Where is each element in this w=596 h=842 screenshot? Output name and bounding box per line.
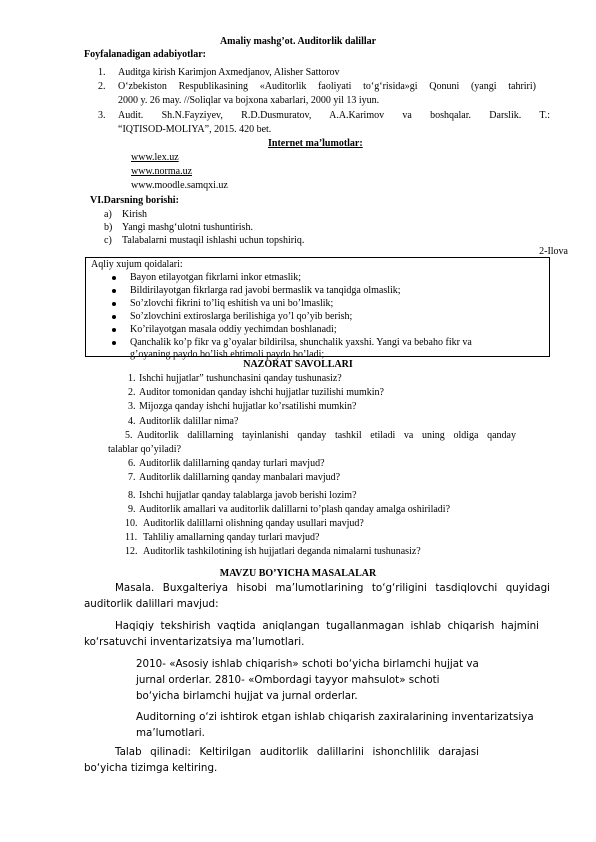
literature-num-1: 1. [98, 67, 106, 78]
rules-heading: Aqliy xujum qoidalari: [91, 259, 183, 270]
question-num-11: 11. [125, 532, 138, 543]
question-num-9: 9. [128, 504, 136, 515]
rule-item-3: So’zlovchi fikrini to’liq eshitish va uni bo’lmaslik; [130, 298, 334, 309]
problem-p3-line-2: jurnal orderlar. 2810- «Ombordagi tayyor mahsulot» schoti [136, 674, 440, 686]
question-num-5: 5. [125, 430, 133, 441]
question-num-8: 8. [128, 490, 136, 501]
question-3: Mijozga qanday ishchi hujjatlar ko’rsatilishi mumkin? [139, 401, 357, 412]
lesson-step-b: Yangi mashg‘ulotni tushuntirish. [122, 222, 253, 233]
question-num-6: 6. [128, 458, 136, 469]
bullet-icon [112, 341, 116, 345]
link-lex[interactable]: www.lex.uz [131, 152, 179, 163]
problem-p2-line-1: Haqiqiy tekshirish vaqtida aniqlangan tugallanmagan ishlab chiqarish hajmini [115, 620, 539, 632]
lesson-step-label-c: c) [104, 235, 112, 246]
problem-p1-line-1: Masala. Buxgalteriya hisobi ma’lumotlarining to‘g‘riligini tasdiqlovchi quyidagi [115, 582, 550, 594]
lesson-step-c: Talabalarni mustaqil ishlashi uchun topshiriq. [122, 235, 305, 246]
question-9: Auditorlik amallari va auditorlik dalillarni to’plash qanday amalga oshiriladi? [139, 504, 451, 515]
question-num-1: 1. [128, 373, 136, 384]
appendix-label: 2-Ilova [539, 246, 568, 257]
literature-num-3: 3. [98, 110, 106, 121]
question-num-3: 3. [128, 401, 136, 412]
bullet-icon [112, 276, 116, 280]
lesson-heading: VI.Darsning borishi: [90, 195, 179, 206]
literature-num-2: 2. [98, 81, 106, 92]
question-12: Auditorlik tashkilotining ish hujjatlari deganda nimalarni tushunasiz? [143, 546, 421, 557]
literature-item-2-line-2: 2000 y. 26 may. //Soliqlar va bojxona xabarlari, 2000 yil 13 iyun. [118, 95, 380, 106]
problem-p1-line-2: auditorlik dalillari mavjud: [84, 598, 219, 610]
question-7: Auditorlik dalillarning qanday manbalari mavjud? [139, 472, 341, 483]
lesson-step-a: Kirish [122, 209, 147, 220]
rule-item-5: Ko’rilayotgan masala oddiy yechimdan boshlanadi; [130, 324, 337, 335]
problem-p3-line-3: bo‘yicha birlamchi hujjat va jurnal orderlar. [136, 690, 358, 702]
literature-heading: Foyfalanadigan adabiyotlar: [84, 49, 206, 60]
question-num-10: 10. [125, 518, 138, 529]
literature-item-1: Auditga kirish Karimjon Axmedjanov, Alisher Sattorov [118, 67, 340, 78]
lesson-step-label-a: a) [104, 209, 112, 220]
question-num-2: 2. [128, 387, 136, 398]
question-10: Auditorlik dalillarni olishning qanday usullari mavjud? [143, 518, 364, 529]
problem-p3-line-1: 2010- «Asosiy ishlab chiqarish» schoti bo‘yicha birlamchi hujjat va [136, 658, 479, 670]
bullet-icon [112, 302, 116, 306]
question-6: Auditorlik dalillarning qanday turlari mavjud? [139, 458, 325, 469]
question-num-4: 4. [128, 416, 136, 427]
question-1: Ishchi hujjatlar” tushunchasini qanday tushunasiz? [139, 373, 342, 384]
question-5-line-1: Auditorlik dalillarning tayinlanishi qanday tashkil etiladi va uning oldiga qanday [137, 430, 516, 441]
lesson-step-label-b: b) [104, 222, 113, 233]
question-2: Auditor tomonidan qanday ishchi hujjatlar tuzilishi mumkin? [139, 387, 384, 398]
rule-item-4: So’zlovchini extiroslarga berilishiga yo’l qo’yib berish; [130, 311, 353, 322]
problem-p2-line-2: ko‘rsatuvchi inventarizatsiya ma’lumotlari. [84, 636, 305, 648]
problem-p4-line-2: ma’lumotlari. [136, 727, 205, 739]
bullet-icon [112, 328, 116, 332]
question-11: Tahliliy amallarning qanday turlari mavjud? [143, 532, 320, 543]
question-num-7: 7. [128, 472, 136, 483]
problem-p4-line-1: Auditorning o‘zi ishtirok etgan ishlab chiqarish zaxiralarining inventarizatsiya [136, 711, 534, 723]
link-norma[interactable]: www.norma.uz [131, 166, 193, 177]
question-4: Auditorlik dalillar nima? [139, 416, 239, 427]
questions-heading: NAZORAT SAVOLLARI [243, 359, 353, 370]
internet-heading: Internet ma’lumotlar: [268, 138, 363, 149]
link-moodle[interactable]: www.moodle.samqxi.uz [131, 180, 228, 191]
literature-item-2-line-1: O‘zbekiston Respublikasining «Auditorlik faoliyati to‘g‘risida»gi Qonuni (yangi tahriri) [118, 81, 536, 92]
bullet-icon [112, 289, 116, 293]
rule-item-2: Bildirilayotgan fikrlarga rad javobi bermaslik va tanqidga olmaslik; [130, 285, 401, 296]
rule-item-6 [130, 337, 472, 361]
problems-heading: MAVZU BO’YICHA MASALALAR [219, 568, 377, 579]
rule-item-line-1: Qanchalik ko’p fikr va g’oyalar bildirilsa, shunchalik yaxshi. Yangi va bebaho fikr va [130, 337, 472, 348]
task-line-2: bo‘yicha tizimga keltiring. [84, 762, 218, 774]
question-8: Ishchi hujjatlar qanday talablarga javob berishi lozim? [139, 490, 357, 501]
question-5-line-2: talablar qo’yiladi? [108, 444, 182, 455]
task-line-1: Talab qilinadi: Keltirilgan auditorlik dalillarini ishonchlilik darajasi [115, 746, 479, 758]
literature-item-3-line-2: “IQTISOD-MOLIYA”, 2015. 420 bet. [118, 124, 272, 135]
question-num-12: 12. [125, 546, 138, 557]
rule-item-line-2: g’oyaning paydo bo’lish ehtimoli paydo bo’ladi; [130, 349, 325, 360]
bullet-icon [112, 315, 116, 319]
literature-item-3-line-1: Audit. Sh.N.Fayziyev, R.D.Dusmuratov, A.A.Karimov va boshqalar. Darslik. T.: [118, 110, 550, 121]
document-title: Amaliy mashg’ot. Auditorlik dalillar [219, 36, 377, 47]
rule-item-1: Bayon etilayotgan fikrlarni inkor etmaslik; [130, 272, 302, 283]
